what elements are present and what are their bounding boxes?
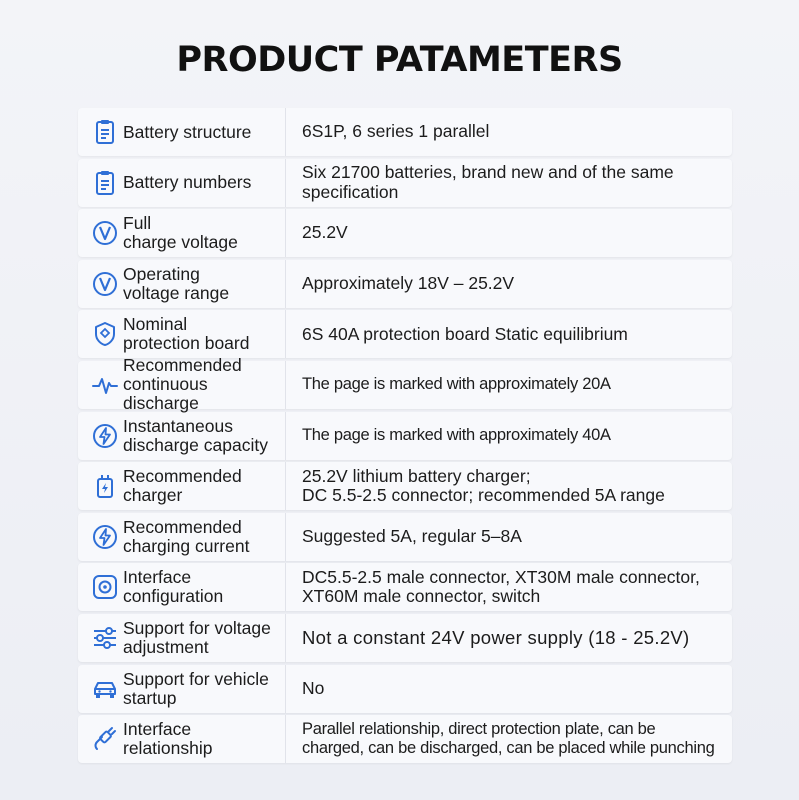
lightning-circle-icon: [90, 421, 120, 451]
row-label-cell: [78, 563, 286, 611]
row-label-cell: [78, 108, 286, 156]
parameters-table: [78, 108, 732, 766]
row-value: The page is marked with approximately 20A: [302, 375, 611, 394]
table-row: [78, 715, 732, 763]
row-label: Support for vehicle startup: [123, 668, 269, 708]
row-value: Six 21700 batteries, brand new and of the same specification: [302, 162, 674, 202]
row-label-cell: [78, 614, 286, 662]
table-row: [78, 159, 732, 207]
table-row: [78, 108, 732, 156]
row-label: Recommended charging current: [123, 516, 250, 556]
row-label: Instantaneous discharge capacity: [123, 415, 268, 455]
row-value: 25.2V: [302, 222, 348, 243]
row-label: Support for voltage adjustment: [123, 617, 271, 657]
sliders-icon: [90, 623, 120, 653]
row-label: Full charge voltage: [123, 213, 238, 253]
row-label-cell: [78, 513, 286, 561]
row-label: Nominal protection board: [123, 314, 250, 354]
row-value: Not a constant 24V power supply (18 - 25.2V): [302, 627, 690, 649]
voltage-v-icon: [90, 218, 120, 248]
row-label-cell: [78, 209, 286, 257]
row-label: Interface relationship: [123, 719, 213, 759]
row-value: Suggested 5A, regular 5–8A: [302, 526, 522, 546]
row-label: Operating voltage range: [123, 263, 230, 303]
row-label-cell: [78, 260, 286, 308]
car-icon: [90, 674, 120, 704]
row-value: Parallel relationship, direct protection plate, can be charged, can be discharged, can be placed while punching: [302, 719, 715, 758]
shield-icon: [90, 319, 120, 349]
row-label: Recommended continuous discharge: [123, 355, 242, 414]
connector-port-icon: [90, 572, 120, 602]
row-value: The page is marked with approximately 40A: [302, 425, 611, 444]
row-label-cell: [78, 159, 286, 207]
cable-link-icon: [90, 724, 120, 754]
pulse-wave-icon: [90, 370, 120, 400]
row-label-cell: [78, 715, 286, 763]
table-row: [78, 563, 732, 611]
row-label-cell: [78, 355, 286, 414]
row-value: 6S1P, 6 series 1 parallel: [302, 121, 490, 142]
table-row: [78, 209, 732, 257]
table-row: [78, 355, 732, 414]
voltage-v-icon: [90, 269, 120, 299]
table-row: [78, 412, 732, 460]
table-row: [78, 665, 732, 713]
row-value: DC5.5-2.5 male connector, XT30M male connector, XT60M male connector, switch: [302, 566, 700, 607]
row-label: Interface configuration: [123, 567, 224, 607]
row-value: 6S 40A protection board Static equilibrium: [302, 323, 628, 344]
row-label: Battery numbers: [123, 172, 252, 193]
row-label-cell: [78, 310, 286, 358]
table-row: [78, 614, 732, 662]
row-label: Battery structure: [123, 121, 252, 142]
table-row: [78, 462, 732, 510]
row-label: Recommended charger: [123, 466, 242, 506]
row-label-cell: [78, 412, 286, 460]
lightning-circle-icon: [90, 522, 120, 552]
row-value: 25.2V lithium battery charger; DC 5.5-2.5 connector; recommended 5A range: [302, 465, 665, 506]
table-row: [78, 260, 732, 308]
row-value: No: [302, 677, 325, 698]
charger-plug-icon: [90, 471, 120, 501]
clipboard-icon: [90, 117, 120, 147]
row-value: Approximately 18V – 25.2V: [302, 273, 515, 294]
table-row: [78, 310, 732, 358]
row-label-cell: [78, 665, 286, 713]
clipboard-icon: [90, 168, 120, 198]
row-label-cell: [78, 462, 286, 510]
page-title: PRODUCT PATAMETERS: [176, 40, 623, 80]
table-row: [78, 513, 732, 561]
